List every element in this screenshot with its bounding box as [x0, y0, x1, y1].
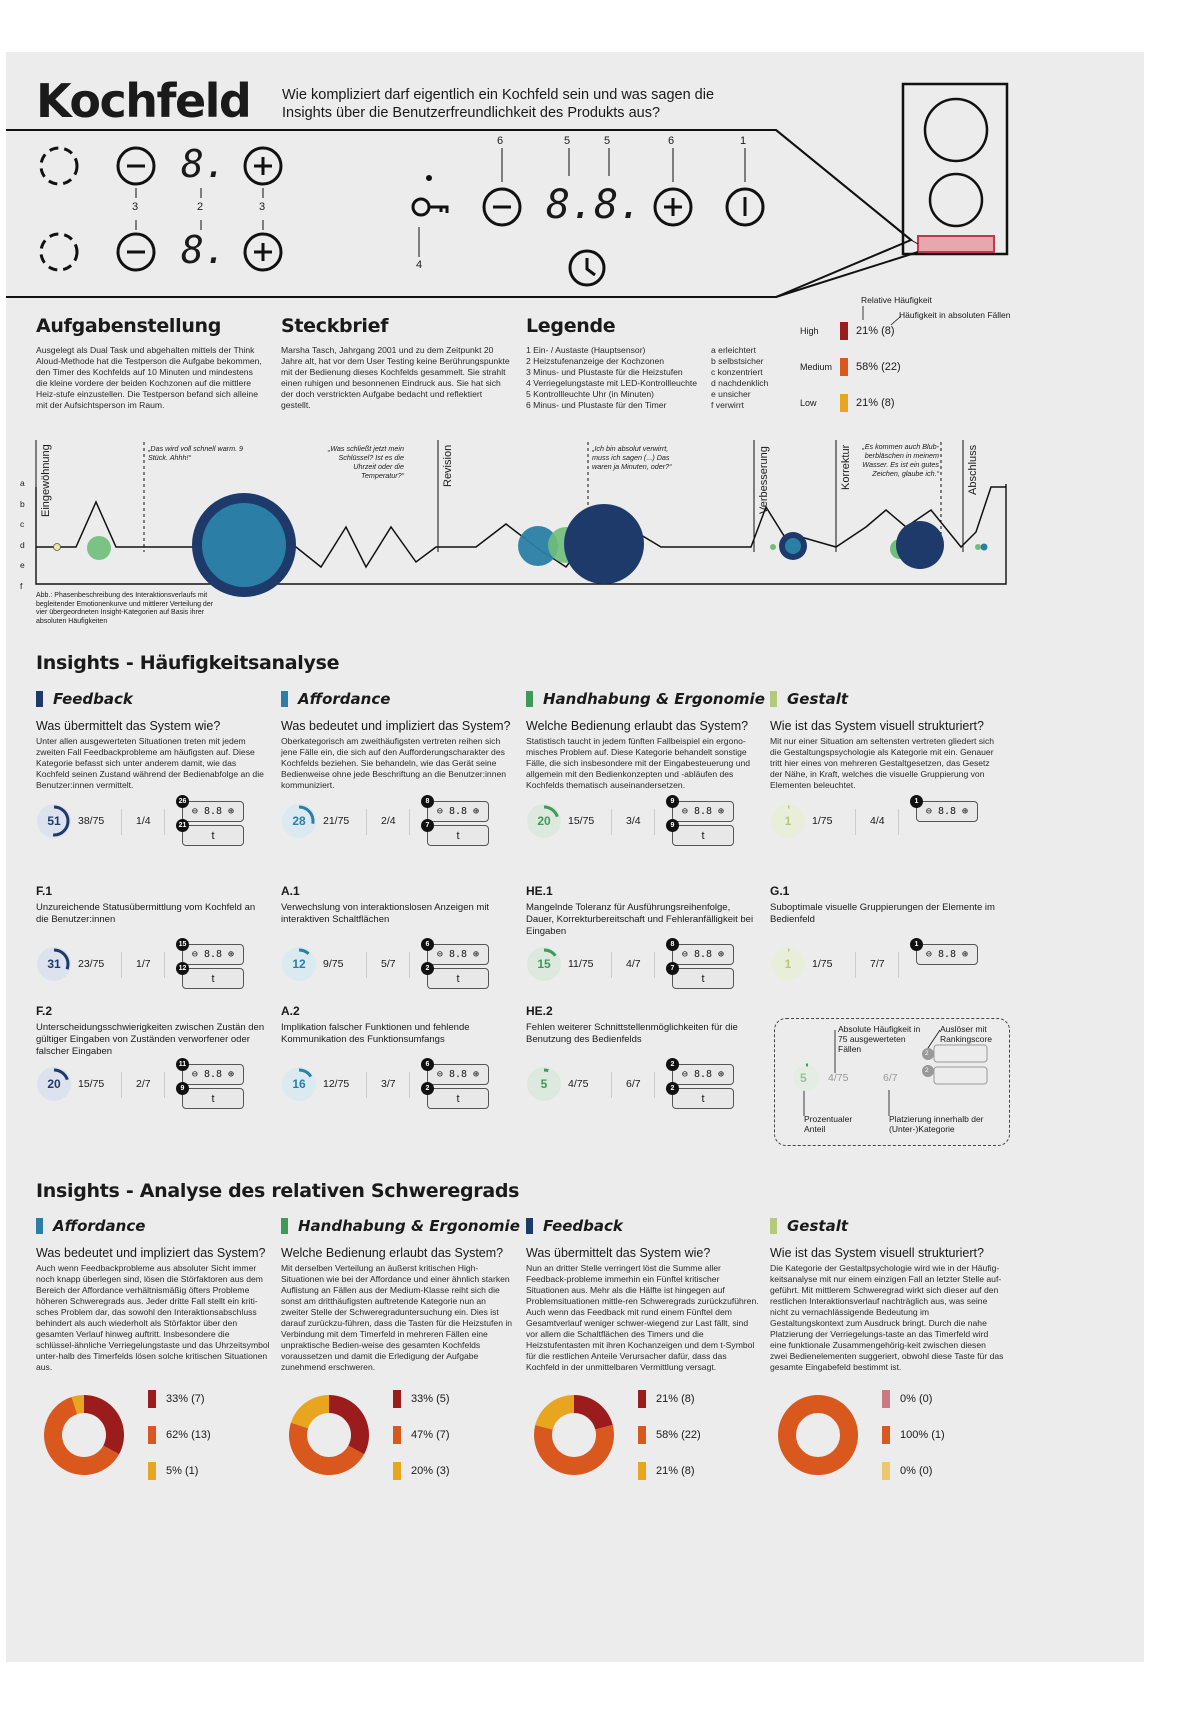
category-color-bar — [281, 1218, 288, 1234]
level-label: e — [20, 560, 25, 570]
explain-abs: 4/75 — [828, 1072, 849, 1084]
separator — [611, 809, 612, 835]
trigger-panel — [427, 944, 489, 965]
percent-value: 12 — [292, 957, 306, 971]
subcategory-title: Suboptimale visuelle Gruppierungen der Elemente im Bedienfeld — [770, 902, 995, 925]
separator — [121, 1072, 122, 1098]
category-label: Handhabung & Ergonomie — [298, 1217, 520, 1235]
trigger-badge: 9 — [666, 819, 679, 832]
category-header — [281, 690, 390, 708]
severity-title: Insights - Analyse des relativen Schweregrads — [36, 1180, 520, 1202]
ranking: 2/7 — [136, 1078, 151, 1090]
severity-legend-header-abs: Häufigkeit in absoluten Fällen — [899, 310, 1011, 320]
donut-legend-swatch — [882, 1426, 890, 1444]
trigger-badge: 1 — [910, 795, 923, 808]
trigger-panel — [916, 944, 978, 965]
legende-title: Legende — [526, 315, 616, 337]
absolute-frequency: 9/75 — [323, 958, 344, 970]
category-label: Feedback — [543, 1217, 623, 1235]
severity-row-low — [800, 392, 960, 414]
separator — [611, 952, 612, 978]
separator — [164, 952, 165, 978]
separator — [366, 1072, 367, 1098]
separator — [898, 952, 899, 978]
category-text: Mit nur einer Situation am seltensten vertreten gliedert sich die Gestaltungspsychologie als Kategorie mit ein. Genauer tritt hier eines von mehreren Gestaltgesetzen, das Gesetz der Nähe, in Kraft, welches die visuelle Gruppierung von Elementen beleuchtet. — [770, 736, 995, 790]
trigger-panel — [672, 1088, 734, 1109]
trigger-panel — [182, 968, 244, 989]
phase-revision: Revision — [442, 444, 454, 487]
subcategory-id: F.1 — [36, 884, 53, 898]
trigger-badge: 8 — [421, 795, 434, 808]
donut-legend-label: 20% (3) — [411, 1465, 450, 1477]
donut-legend-label: 0% (0) — [900, 1393, 933, 1405]
panel-symbol: ⊖ 8.8 ⊕ — [191, 1069, 235, 1080]
severity-label: High — [800, 326, 819, 336]
phase-verbesserung: Verbesserung — [758, 446, 770, 514]
category-label: Gestalt — [787, 1217, 849, 1235]
label-left-3: 3 — [132, 201, 139, 213]
trigger-panel — [427, 1088, 489, 1109]
category-label: Feedback — [53, 690, 133, 708]
subcategory-id: A.2 — [281, 1004, 300, 1018]
aufgabe-text: Ausgelegt als Dual Task und abgehalten mittels der Think Aloud-Methode hat die Testperson die Aufgabe bekommen, den Timer des Kochfelds auf 10 Minuten und mindestens die kleine vordere der beiden Kochzonen auf die mittlere Heiz-stufe einzustellen. Die Testperson befand sich alleine mit der Aufsichtsperson im Raum. — [36, 345, 262, 410]
severity-label: Medium — [800, 362, 833, 372]
separator — [366, 952, 367, 978]
absolute-frequency: 15/75 — [78, 1078, 105, 1090]
emotion-item: a erleichtert — [711, 345, 756, 355]
donut-legend-row — [148, 1462, 198, 1480]
emotion-levels — [20, 473, 30, 596]
ranking: 7/7 — [870, 958, 885, 970]
absolute-frequency: 38/75 — [78, 815, 105, 827]
category-label: Gestalt — [787, 690, 849, 708]
donut-legend-label: 100% (1) — [900, 1429, 945, 1441]
trigger-panel — [916, 801, 978, 822]
donut-legend-swatch — [148, 1390, 156, 1408]
donut-legend-swatch — [393, 1462, 401, 1480]
subcategory-id: A.1 — [281, 884, 300, 898]
trigger-panel — [427, 968, 489, 989]
donut-slice — [329, 1395, 369, 1454]
label-timer-1: 1 — [740, 135, 747, 147]
timeline-caption: Abb.: Phasenbeschreibung des Interaktionsverlaufs mit begleitender Emotionenkurve und mittlerer Verteilung der vier übergeordneten Insight-Kategorien auf Basis ihrer absoluten Häufigkeiten — [36, 592, 214, 625]
percent-value: 20 — [537, 814, 551, 828]
donut-legend-row — [393, 1390, 450, 1408]
steckbrief-title: Steckbrief — [281, 315, 389, 337]
category-color-bar — [770, 1218, 777, 1234]
legend-item: 4 Verriegelungstaste mit LED-Kontrollleuchte — [526, 378, 698, 388]
absolute-frequency: 21/75 — [323, 815, 350, 827]
separator — [654, 1072, 655, 1098]
severity-legend — [800, 320, 960, 414]
absolute-frequency: 4/75 — [568, 1078, 589, 1090]
absolute-frequency: 12/75 — [323, 1078, 350, 1090]
ranking: 2/4 — [381, 815, 396, 827]
donut-legend-row — [638, 1390, 695, 1408]
level-label: b — [20, 498, 25, 509]
severity-row-medium — [800, 356, 960, 378]
separator — [654, 809, 655, 835]
category-header — [770, 690, 848, 708]
category-question: Was bedeutet und impliziert das System? — [36, 1246, 266, 1260]
severity-donut — [770, 1387, 866, 1483]
explain-badge-2: 2 — [925, 1067, 929, 1074]
category-text: Unter allen ausgewerteten Situationen treten mit jedem zweiten Fall Feedbackprobleme am häufigsten auf. Diese Kategorie befasst sich unter anderem damit, wie das Kochfeld seinen Zustand während der Bedienabfolge an die Benutzer:innen vermittelt. — [36, 736, 264, 790]
absolute-frequency: 1/75 — [812, 815, 833, 827]
swatch-low — [840, 394, 848, 412]
absolute-frequency: 23/75 — [78, 958, 105, 970]
panel-symbol: ⊖ 8.8 ⊕ — [436, 949, 480, 960]
donut-slice — [84, 1395, 124, 1454]
timer-display: 8.8. — [546, 182, 643, 228]
trigger-panel — [672, 1064, 734, 1085]
donut-slice — [787, 1404, 849, 1466]
phase-korrektur: Korrektur — [840, 444, 852, 490]
donut-legend-label: 0% (0) — [900, 1465, 933, 1477]
panel-symbol: t — [211, 829, 215, 842]
label-left-3b: 3 — [259, 201, 266, 213]
percent-value: 20 — [47, 1077, 61, 1091]
quote-3: „Ich bin absolut verwirrt, muss ich sagen (...) Das waren ja Minuten, oder?“ — [592, 444, 672, 471]
donut-legend-label: 33% (7) — [166, 1393, 205, 1405]
category-header — [770, 1217, 848, 1235]
legend-item: 2 Heizstufenanzeige der Kochzonen — [526, 356, 665, 366]
phase-eingewoehnung: Eingewöhnung — [40, 444, 52, 517]
donut-slice — [574, 1395, 613, 1430]
panel-symbol: ⊖ 8.8 ⊕ — [681, 1069, 725, 1080]
trigger-panel — [182, 801, 244, 822]
percent-value: 1 — [784, 814, 792, 828]
separator — [164, 809, 165, 835]
separator — [409, 809, 410, 835]
separator — [164, 1072, 165, 1098]
category-question: Welche Bedienung erlaubt das System? — [281, 1246, 504, 1260]
steckbrief-text: Marsha Tasch, Jahrgang 2001 und zu dem Zeitpunkt 20 Jahre alt, hat vor dem User Testing keine Berührungspunkte mit der Bedienung dieses Kochfelds gesammelt. Sie strahlt einen ruhigen und besonnenen Eindruck aus. Sie hat sich der doch verstrickten Aufgabe bedacht und reflektiert gestellt. — [281, 345, 510, 410]
emotion-item: d nachdenklich — [711, 378, 769, 388]
donut-legend-label: 5% (1) — [166, 1465, 199, 1477]
explain-rank-label: Platzierung innerhalb der (Unter-)Kategorie — [889, 1114, 984, 1134]
label-left-2: 2 — [197, 201, 204, 213]
donut-legend-row — [393, 1462, 450, 1480]
trigger-badge: 9 — [176, 1082, 189, 1095]
category-header — [36, 1217, 145, 1235]
donut-slice — [291, 1395, 329, 1428]
donut-legend-swatch — [638, 1426, 646, 1444]
category-text: Nun an dritter Stelle verringert löst die Summe aller Feedback-probleme immerhin ein Fünftel kritischer Situationen aus. Mehr als die Hälfte ist hingegen auf Problemsituationen mittle-ren Schweregrads zurückzuführen. Auch wenn das Feedback mit rund einem Fünftel dem Gesamtverlauf weniger schwer-wiegend zur Last fällt, sind vor allem die Schaltflächen des Timers und die Heizstufentasten mit ihren Kochanzeigen und dem t-Symbol für die restlichen Anteile Verursacher dafür, dass das Kochfeld in der unmittelbaren Vermittlung versagt. — [526, 1263, 759, 1372]
absolute-frequency: 11/75 — [568, 958, 594, 970]
separator — [855, 952, 856, 978]
separator — [366, 809, 367, 835]
trigger-badge: 2 — [421, 962, 434, 975]
subcategory-title: Verwechslung von interaktionslosen Anzeigen mit interaktiven Schaltflächen — [281, 902, 490, 925]
ranking: 6/7 — [626, 1078, 641, 1090]
category-text: Oberkategorisch am zweithäufigsten vertreten reihen sich jene Fälle ein, die sich auf den Aufforderungscharakter des Kochfelds beziehen. Sie behandeln, wie das Gerät seine Bedienweise ohne jede Beschriftung an die Benutzer:innen kommuniziert. — [281, 736, 507, 790]
quote-4: „Es kommen auch Blub-berbläschen in meinem Wasser. Es ist ein gutes Zeichen, glaube ich.“ — [862, 442, 939, 478]
donut-legend-row — [638, 1426, 701, 1444]
severity-legend-header-rel: Relative Häufigkeit — [861, 295, 932, 305]
severity-value: 58% (22) — [856, 361, 901, 373]
category-color-bar — [36, 691, 43, 707]
severity-donut — [281, 1387, 377, 1483]
ranking: 4/4 — [870, 815, 885, 827]
absolute-frequency: 15/75 — [568, 815, 595, 827]
panel-symbol: t — [701, 829, 705, 842]
panel-symbol: t — [701, 972, 705, 985]
trigger-badge: 2 — [666, 1058, 679, 1071]
category-color-bar — [36, 1218, 43, 1234]
trigger-panel — [672, 801, 734, 822]
donut-legend-row — [393, 1426, 450, 1444]
trigger-badge: 1 — [910, 938, 923, 951]
category-color-bar — [281, 691, 288, 707]
category-text: Mit derselben Verteilung an äußerst kritischen High-Situationen wie bei der Affordance und einer ähnlich starken Auflistung an Fällen aus der Medium-Klasse reiht sich die sonst am dritthäufigsten auftretende Kategorie nun an zweiter Stelle der Schweregraduntersuchung ein. Dies ist darauf zurückzu-führen, dass die Tasten für die Heizstufen in Verbindung mit dem Timerfeld in mehreren Fällen eine unpraktische Bedien-weise des gesamten Kochfelds voraussetzen und damit die Erledigung der Aufgabe zunehmend erschweren. — [281, 1263, 513, 1372]
panel-symbol: ⊖ 8.8 ⊕ — [436, 1069, 480, 1080]
severity-donut — [36, 1387, 132, 1483]
donut-legend-swatch — [148, 1426, 156, 1444]
ranking: 3/7 — [381, 1078, 396, 1090]
donut-legend-label: 58% (22) — [656, 1429, 701, 1441]
trigger-badge: 2 — [666, 1082, 679, 1095]
label-timer-5b: 5 — [604, 135, 611, 147]
category-text: Auch wenn Feedbackprobleme aus absoluter Sicht immer noch knapp überlegen sind, lösen die Störfaktoren aus dem Bereich der Affordance verhältnismäßig öfters Probleme höheren Schweregrads aus. Jeder dritte Fall stellt ein kriti-sches Problem dar, das sowohl den Interaktionsabschluss behindert als auch wiederholt als Störfaktor über den gesamten Verlauf hinweg auftritt. Insbesondere die schlüssel-ähnliche Verriegelungstaste und das Uhrzeitsymbol unter-halb des Timerfelds lösen solche kritischen Situationen aus. — [36, 1263, 270, 1372]
donut-legend-row — [882, 1426, 945, 1444]
subcategory-title: Implikation falscher Funktionen und fehlende Kommunikation des Funktionsumfangs — [281, 1022, 470, 1045]
trigger-panel — [427, 801, 489, 822]
explain-rank: 6/7 — [883, 1072, 898, 1084]
separator — [611, 1072, 612, 1098]
trigger-panel — [182, 1088, 244, 1109]
trigger-panel — [672, 825, 734, 846]
subcategory-id: HE.1 — [526, 884, 553, 898]
panel-symbol: ⊖ 8.8 ⊕ — [925, 806, 969, 817]
category-label: Handhabung & Ergonomie — [543, 690, 765, 708]
explain-abs-label: Absolute Häufigkeit in 75 ausgewerteten Fällen — [838, 1024, 921, 1054]
donut-legend-swatch — [393, 1426, 401, 1444]
panel-symbol: t — [211, 972, 215, 985]
phase-abschluss: Abschluss — [967, 444, 979, 495]
label-timer-6a: 6 — [497, 135, 504, 147]
donut-legend-row — [148, 1426, 211, 1444]
ranking: 3/4 — [626, 815, 641, 827]
ranking: 5/7 — [381, 958, 396, 970]
heat-display-top: 8. — [181, 142, 227, 186]
donut-legend-row — [638, 1462, 695, 1480]
severity-label: Low — [800, 398, 817, 408]
legende-emotions — [711, 345, 791, 411]
percent-value: 5 — [540, 1077, 548, 1091]
donut-legend-row — [882, 1462, 932, 1480]
emotion-item: c konzentriert — [711, 367, 763, 377]
percent-value: 1 — [784, 957, 792, 971]
swatch-high — [840, 322, 848, 340]
category-question: Welche Bedienung erlaubt das System? — [526, 719, 749, 733]
panel-symbol: ⊖ 8.8 ⊕ — [191, 806, 235, 817]
trigger-badge: 6 — [421, 1058, 434, 1071]
emotion-item: f verwirrt — [711, 400, 744, 410]
donut-legend-label: 21% (8) — [656, 1393, 695, 1405]
donut-legend-swatch — [882, 1462, 890, 1480]
category-color-bar — [526, 691, 533, 707]
category-question: Was übermittelt das System wie? — [526, 1246, 711, 1260]
category-label: Affordance — [53, 1217, 146, 1235]
donut-slice — [534, 1425, 614, 1475]
panel-symbol: ⊖ 8.8 ⊕ — [681, 949, 725, 960]
aufgabe-title: Aufgabenstellung — [36, 315, 222, 337]
label-timer-5a: 5 — [564, 135, 571, 147]
separator — [898, 809, 899, 835]
trigger-panel — [182, 1064, 244, 1085]
category-header — [36, 690, 133, 708]
category-color-bar — [770, 691, 777, 707]
freq-title: Insights - Häufigkeitsanalyse — [36, 652, 340, 674]
left-zone-controls — [36, 142, 296, 277]
panel-symbol: t — [211, 1092, 215, 1105]
explain-trigger-label: Auslöser mit Rankingscore — [940, 1024, 992, 1044]
trigger-badge: 26 — [176, 795, 189, 808]
legende-items — [526, 345, 706, 411]
emotion-item: e unsicher — [711, 389, 751, 399]
poster — [6, 52, 1144, 1662]
subcategory-id: G.1 — [770, 884, 790, 898]
trigger-panel — [427, 1064, 489, 1085]
subcategory-title: Unterscheidungsschwierigkeiten zwischen Zustän den gültiger Eingaben von Zuständen verworfener oder falscher Eingaben — [36, 1022, 265, 1057]
heat-display-bottom: 8. — [181, 228, 227, 272]
swatch-medium — [840, 358, 848, 376]
category-question: Wie ist das System visuell strukturiert? — [770, 1246, 984, 1260]
panel-symbol: ⊖ 8.8 ⊕ — [681, 806, 725, 817]
donut-slice — [535, 1395, 574, 1430]
category-label: Affordance — [298, 690, 391, 708]
subcategory-title: Unzureichende Statusübermittlung vom Kochfeld an die Benutzer:innen — [36, 902, 256, 925]
donut-legend-swatch — [393, 1390, 401, 1408]
category-text: Die Kategorie der Gestaltpsychologie wird wie in der Häufig-keitsanalyse mit nur einem einzigen Fall an letzter Stelle auf-geführt. Mit mittlerem Schweregrad wirkt sich dieser auf den restlichen Interaktionsverlauf nachträglich aus, was seine nicht zu vernachlässigende Bedeutung im Gestaltungskontext zum Ausdruck bringt. Durch die nahe Platzierung der Verriegelungs-taste an das Timerfeld wird eine funktionale Zusammengehörig-keit zwischen diesen zwei Bedienelementen suggeriert, obwohl diese Taste für das gesamte Eingabefeld bestimmt ist. — [770, 1263, 1004, 1372]
trigger-badge: 7 — [421, 819, 434, 832]
trigger-panel — [182, 825, 244, 846]
legend-item: 6 Minus- und Plustaste für den Timer — [526, 400, 667, 410]
trigger-badge: 21 — [176, 819, 189, 832]
panel-symbol: ⊖ 8.8 ⊕ — [191, 949, 235, 960]
explain-pct-label: Prozentualer Anteil — [804, 1114, 853, 1134]
donut-legend-swatch — [148, 1462, 156, 1480]
trigger-badge: 15 — [176, 938, 189, 951]
trigger-panel — [672, 968, 734, 989]
panel-symbol: t — [456, 1092, 460, 1105]
separator — [121, 809, 122, 835]
trigger-panel — [182, 944, 244, 965]
legend-item: 5 Kontrollleuchte Uhr (in Minuten) — [526, 389, 655, 399]
panel-symbol: t — [456, 972, 460, 985]
trigger-badge: 2 — [421, 1082, 434, 1095]
explain-pct: 5 — [800, 1071, 807, 1085]
level-label: a — [20, 478, 25, 488]
donut-legend-swatch — [638, 1390, 646, 1408]
donut-legend-swatch — [882, 1390, 890, 1408]
ranking: 4/7 — [626, 958, 641, 970]
trigger-badge: 8 — [666, 938, 679, 951]
donut-legend-label: 33% (5) — [411, 1393, 450, 1405]
label-key-4: 4 — [416, 259, 423, 271]
percent-value: 16 — [292, 1077, 306, 1091]
emotion-item: b selbstsicher — [711, 356, 764, 366]
subcategory-id: HE.2 — [526, 1004, 553, 1018]
trigger-badge: 11 — [176, 1058, 189, 1071]
donut-legend-label: 21% (8) — [656, 1465, 695, 1477]
separator — [654, 952, 655, 978]
legend-item: 3 Minus- und Plustaste für die Heizstufen — [526, 367, 683, 377]
ranking: 1/7 — [136, 958, 151, 970]
absolute-frequency: 1/75 — [812, 958, 833, 970]
ranking: 1/4 — [136, 815, 151, 827]
percent-value: 28 — [292, 814, 306, 828]
donut-legend-swatch — [638, 1462, 646, 1480]
category-header — [281, 1217, 520, 1235]
panel-symbol: ⊖ 8.8 ⊕ — [436, 806, 480, 817]
separator — [409, 1072, 410, 1098]
subcategory-title: Fehlen weiterer Schnittstellenmöglichkeiten für die Benutzung des Bedienfelds — [526, 1022, 738, 1045]
category-question: Wie ist das System visuell strukturiert? — [770, 719, 984, 733]
category-question: Was übermittelt das System wie? — [36, 719, 221, 733]
quote-1: „Das wird voll schnell warm. 9 Stück. Ahhh!“ — [148, 444, 244, 462]
level-label: d — [20, 539, 25, 550]
severity-donut — [526, 1387, 622, 1483]
quote-2: „Was schließt jetzt mein Schlüssel? Ist es die Uhrzeit oder die Temperatur?“ — [327, 444, 404, 480]
label-timer-6b: 6 — [668, 135, 675, 147]
trigger-badge: 6 — [421, 938, 434, 951]
page-title: Kochfeld — [36, 74, 251, 128]
explain-badge-1: 2 — [925, 1050, 929, 1057]
header-question: Wie kompliziert darf eigentlich ein Kochfeld sein und was sagen die Insights über die Benutzerfreundlichkeit des Produkts aus? — [282, 87, 715, 121]
separator — [121, 952, 122, 978]
legend-item: 1 Ein- / Austaste (Hauptsensor) — [526, 345, 646, 355]
category-text: Statistisch taucht in jedem fünften Fallbeispiel ein ergono-misches Problem auf. Diese Kategorie behandelt sonstige Fälle, die sich insbesondere mit der Eingabesteuerung und allgemein mit den Bedienkonzepten und -abläufen des Kochfelds thematisch auseinandersetzen. — [526, 736, 751, 790]
trigger-badge: 12 — [176, 962, 189, 975]
donut-legend-row — [882, 1390, 932, 1408]
separator — [855, 809, 856, 835]
category-header — [526, 690, 765, 708]
category-color-bar — [526, 1218, 533, 1234]
subcategory-id: F.2 — [36, 1004, 53, 1018]
trigger-badge: 7 — [666, 962, 679, 975]
severity-value: 21% (8) — [856, 397, 895, 409]
trigger-panel — [427, 825, 489, 846]
level-label: c — [20, 519, 25, 529]
subcategory-title: Mangelnde Toleranz für Ausführungsreihenfolge, Dauer, Korrekturbereitschaft und Fehleranfälligkeit bei Eingaben — [526, 902, 754, 937]
trigger-badge: 9 — [666, 795, 679, 808]
percent-value: 51 — [47, 814, 61, 828]
percent-value: 31 — [47, 957, 61, 971]
category-question: Was bedeutet und impliziert das System? — [281, 719, 511, 733]
trigger-panel — [672, 944, 734, 965]
percent-value: 15 — [537, 957, 551, 971]
donut-legend-label: 47% (7) — [411, 1429, 450, 1441]
severity-row-high — [800, 320, 960, 342]
donut-legend-row — [148, 1390, 205, 1408]
panel-symbol: t — [456, 829, 460, 842]
separator — [409, 952, 410, 978]
panel-symbol: t — [701, 1092, 705, 1105]
severity-value: 21% (8) — [856, 325, 895, 337]
panel-symbol: ⊖ 8.8 ⊕ — [925, 949, 969, 960]
donut-legend-label: 62% (13) — [166, 1429, 211, 1441]
level-label: f — [20, 580, 23, 591]
category-header — [526, 1217, 623, 1235]
